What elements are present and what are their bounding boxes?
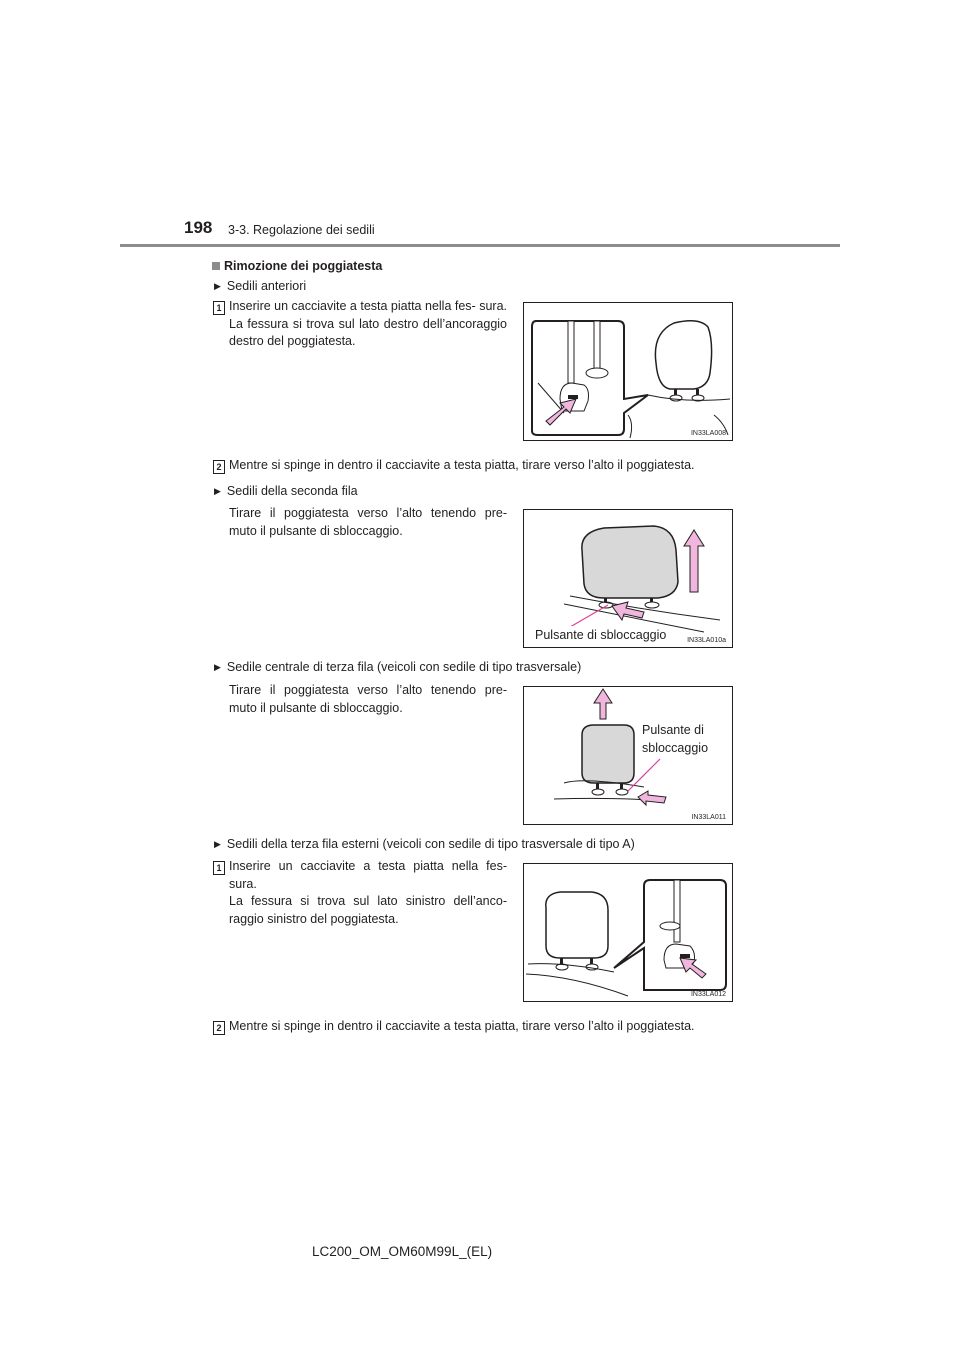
step-number-2: 2: [213, 1021, 225, 1035]
header-rule: [120, 244, 840, 247]
triangle-bullet-icon: ▶: [214, 839, 221, 849]
subheading-front: [214, 279, 306, 293]
section-title: 3-3. Regolazione dei sedili: [228, 223, 375, 237]
front-step1-text: Inserire un cacciavite a testa piatta nella fes- sura. La fessura si trova sul lato destro dell’ancoraggio destro del poggiatesta.: [229, 299, 507, 348]
step-number-1: 1: [213, 861, 225, 875]
heading: [212, 259, 382, 273]
third-outer-step1-line2: sura.: [229, 876, 257, 891]
step-number-1: 1: [213, 301, 225, 315]
triangle-bullet-icon: ▶: [214, 662, 221, 672]
step-number-2: 2: [213, 460, 225, 474]
figure-code: IN33LA012: [690, 991, 726, 998]
subheading-third-center-text: Sedile centrale di terza fila (veicoli con sedile di tipo trasversale): [226, 660, 582, 674]
third-outer-step2-text: Mentre si spinge in dentro il cacciavite a testa piatta, tirare verso l’alto il poggiatesta.: [229, 1019, 695, 1033]
figure-code: IN33LA011: [691, 814, 726, 821]
callout-release-button-line1: Pulsante di: [642, 723, 704, 737]
figure-third-outer-headrest: [523, 863, 733, 1002]
figure-front-headrest: [523, 302, 733, 441]
subheading-third-outer: [214, 837, 635, 851]
third-outer-step1-text: [229, 858, 507, 928]
figure-code: IN33LA010a: [687, 637, 726, 644]
third-outer-step1-line4: raggio sinistro del poggiatesta.: [229, 911, 399, 926]
figure-second-row-headrest: [523, 509, 733, 648]
subheading-third-outer-text: Sedili della terza fila esterni (veicoli con sedile di tipo trasversale di tipo A): [226, 837, 635, 851]
figure-third-center-headrest: [523, 686, 733, 825]
subheading-third-center: [214, 660, 581, 674]
third-outer-step1-line3: La fessura si trova sul lato sinistro dell’anco-: [229, 894, 507, 908]
figure-code: IN33LA008: [690, 430, 726, 437]
heading-text: Rimozione dei poggiatesta: [224, 259, 383, 273]
subheading-second-row: [214, 484, 358, 498]
front-headrest-illustration: [524, 303, 732, 440]
second-row-text: Tirare il poggiatesta verso l’alto tenendo pre- muto il pulsante di sbloccaggio.: [229, 506, 507, 538]
footer-code: LC200_OM_OM60M99L_(EL): [312, 1244, 493, 1259]
callout-release-button: Pulsante di sbloccaggio: [535, 628, 667, 642]
third-outer-step1-line1: Inserire un cacciavite a testa piatta nella fes-: [229, 859, 507, 873]
third-center-text: Tirare il poggiatesta verso l’alto tenendo pre- muto il pulsante di sbloccaggio.: [229, 683, 507, 715]
page-number: 198: [184, 218, 213, 237]
front-step2-text: Mentre si spinge in dentro il cacciavite a testa piatta, tirare verso l’alto il poggiatesta.: [229, 458, 695, 472]
callout-release-button-line2: sbloccaggio: [642, 741, 709, 755]
subheading-front-text: Sedili anteriori: [226, 279, 307, 293]
subheading-second-row-text: Sedili della seconda fila: [226, 484, 358, 498]
square-bullet-icon: [212, 262, 220, 270]
third-outer-headrest-illustration: [524, 864, 732, 1001]
triangle-bullet-icon: ▶: [214, 281, 221, 291]
triangle-bullet-icon: ▶: [214, 486, 221, 496]
